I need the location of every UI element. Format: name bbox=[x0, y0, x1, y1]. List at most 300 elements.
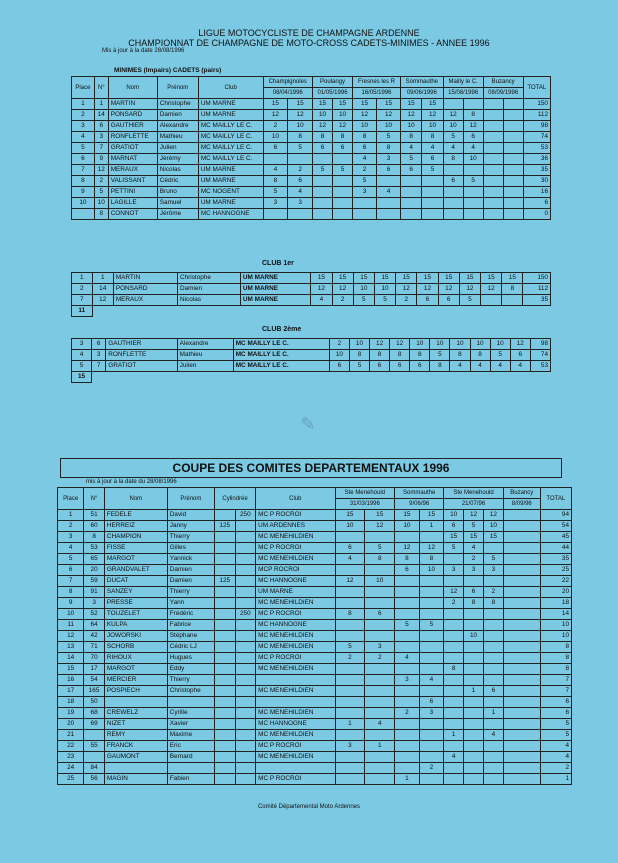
club1-title: CLUB 1er bbox=[262, 260, 294, 267]
table-cell: Alexandre bbox=[157, 121, 198, 132]
table-row bbox=[58, 620, 572, 631]
score-cell bbox=[463, 209, 483, 220]
score-cell: 4 bbox=[353, 154, 377, 165]
total-cell: 30 bbox=[523, 176, 550, 187]
score-cell bbox=[463, 99, 483, 110]
table-cell: 6 bbox=[72, 154, 95, 165]
score-cell: 4 bbox=[483, 730, 503, 741]
table-cell: 18 bbox=[58, 697, 84, 708]
score-cell: 5 bbox=[313, 165, 333, 176]
score-cell bbox=[365, 763, 395, 774]
table-cell: 2 bbox=[94, 176, 108, 187]
total-cell: 22 bbox=[540, 576, 571, 587]
coupe-title: COUPE DES COMITES DEPARTEMENTAUX 1996 bbox=[60, 458, 562, 478]
table-cell bbox=[214, 587, 235, 598]
table-cell: 60 bbox=[84, 521, 105, 532]
score-cell bbox=[503, 132, 523, 143]
table-cell: 8 bbox=[470, 350, 490, 361]
table-cell: 15 bbox=[58, 664, 84, 675]
table-cell: 15 bbox=[311, 273, 332, 284]
table-cell: 2 bbox=[58, 521, 84, 532]
score-cell bbox=[444, 642, 464, 653]
club-cell: UM MARNE bbox=[256, 587, 335, 598]
table-cell: 5 bbox=[72, 143, 95, 154]
table-cell bbox=[235, 521, 256, 532]
table-cell: 52 bbox=[84, 609, 105, 620]
club-cell: MC P ROCROI bbox=[256, 543, 335, 554]
table-cell: Alexandre bbox=[177, 339, 233, 350]
score-cell bbox=[444, 719, 464, 730]
rider-name: MERAUX bbox=[113, 295, 177, 306]
rider-name: SCHORB bbox=[104, 642, 167, 653]
score-cell bbox=[313, 154, 333, 165]
table-cell: 3 bbox=[72, 121, 95, 132]
score-cell bbox=[365, 708, 395, 719]
table-cell: 24 bbox=[58, 763, 84, 774]
score-cell bbox=[464, 576, 484, 587]
score-cell: 15 bbox=[365, 510, 395, 521]
score-cell bbox=[483, 675, 503, 686]
table-row bbox=[58, 642, 572, 653]
score-cell bbox=[444, 576, 464, 587]
table-cell: 8 bbox=[84, 532, 105, 543]
table-row bbox=[58, 532, 572, 543]
score-cell: 12 bbox=[313, 121, 333, 132]
score-cell: 6 bbox=[419, 697, 444, 708]
coupe-update-date: mis à jour à la date du 28/08/1996 bbox=[86, 479, 177, 485]
score-cell: 15 bbox=[483, 532, 503, 543]
table-cell: 165 bbox=[84, 686, 105, 697]
score-cell bbox=[419, 741, 444, 752]
table-cell: 6 bbox=[92, 339, 106, 350]
score-cell bbox=[464, 774, 484, 785]
score-cell bbox=[419, 642, 444, 653]
score-cell bbox=[313, 187, 333, 198]
total-cell: 54 bbox=[540, 521, 571, 532]
score-cell: 5 bbox=[365, 543, 395, 554]
score-cell: 10 bbox=[463, 154, 483, 165]
score-cell bbox=[422, 176, 443, 187]
score-cell bbox=[365, 532, 395, 543]
venue-date: 8/09/96 bbox=[503, 499, 540, 510]
table-cell: Christophe bbox=[157, 99, 198, 110]
rider-name: JOWORSKI bbox=[104, 631, 167, 642]
score-cell bbox=[395, 752, 420, 763]
table-cell: Jérôme bbox=[157, 209, 198, 220]
table-row bbox=[72, 284, 551, 295]
score-cell: 15 bbox=[333, 99, 353, 110]
table-cell: 6 bbox=[438, 295, 459, 306]
table-cell: 2 bbox=[329, 339, 349, 350]
score-cell: 15 bbox=[401, 99, 422, 110]
table-cell: Fabrice bbox=[167, 620, 214, 631]
table-cell bbox=[214, 697, 235, 708]
score-cell: 8 bbox=[365, 554, 395, 565]
club-cell: MC P ROCROI bbox=[256, 510, 335, 521]
table-cell: 6 bbox=[510, 350, 530, 361]
score-cell: 12 bbox=[377, 110, 401, 121]
table-cell: Maxime bbox=[167, 730, 214, 741]
table-cell: 3 bbox=[84, 598, 105, 609]
score-cell: 4 bbox=[335, 554, 365, 565]
table-row bbox=[58, 543, 572, 554]
score-cell bbox=[365, 675, 395, 686]
table-cell: Samuel bbox=[157, 198, 198, 209]
table-cell: 6 bbox=[58, 565, 84, 576]
score-cell: 1 bbox=[464, 686, 484, 697]
table-cell: 65 bbox=[84, 554, 105, 565]
score-cell: 10 bbox=[333, 110, 353, 121]
update-date: Mis à jour à la date 28/08/1996 bbox=[102, 48, 185, 54]
table-cell bbox=[214, 686, 235, 697]
table-cell: 4 bbox=[311, 295, 332, 306]
table-cell: 7 bbox=[94, 143, 108, 154]
score-cell: 4 bbox=[288, 187, 313, 198]
rider-name: PONSARD bbox=[113, 284, 177, 295]
club-cell: MC P ROCROI bbox=[256, 609, 335, 620]
rider-name: FRANCK bbox=[104, 741, 167, 752]
table-cell: 70 bbox=[84, 653, 105, 664]
total-cell: 45 bbox=[540, 532, 571, 543]
league-title: LIGUE MOTOCYCLISTE DE CHAMPAGNE ARDENNE bbox=[198, 28, 420, 38]
rider-name: CREWELZ bbox=[104, 708, 167, 719]
score-cell bbox=[419, 631, 444, 642]
score-cell: 10 bbox=[443, 121, 463, 132]
rider-name bbox=[104, 763, 167, 774]
table-row bbox=[58, 686, 572, 697]
table-cell: 5 bbox=[490, 350, 510, 361]
score-cell: 2 bbox=[263, 121, 288, 132]
score-cell bbox=[464, 763, 484, 774]
table-cell: 2 bbox=[396, 295, 417, 306]
table-row bbox=[58, 664, 572, 675]
score-cell bbox=[333, 187, 353, 198]
table-cell: 98 bbox=[530, 339, 550, 350]
score-cell: 8 bbox=[335, 609, 365, 620]
table-cell bbox=[235, 587, 256, 598]
club-cell: MC HANNOGNE bbox=[256, 719, 335, 730]
table-cell: 5 bbox=[58, 554, 84, 565]
score-cell: 8 bbox=[288, 132, 313, 143]
score-cell bbox=[313, 198, 333, 209]
score-cell bbox=[483, 642, 503, 653]
score-cell bbox=[503, 741, 540, 752]
score-cell: 2 bbox=[419, 763, 444, 774]
table-cell: Thierry bbox=[167, 587, 214, 598]
table-cell: MC NOGENT bbox=[198, 187, 263, 198]
table-row bbox=[72, 132, 551, 143]
table-cell: 9 bbox=[58, 598, 84, 609]
table-cell: Cyrille bbox=[167, 708, 214, 719]
table-cell: 42 bbox=[84, 631, 105, 642]
score-cell bbox=[395, 631, 420, 642]
score-cell bbox=[444, 675, 464, 686]
venue-header: Champignoles bbox=[263, 77, 313, 88]
total-cell: 2 bbox=[540, 763, 571, 774]
score-cell: 10 bbox=[395, 521, 420, 532]
score-cell bbox=[444, 620, 464, 631]
table-cell: 15 bbox=[417, 273, 438, 284]
score-cell: 2 bbox=[288, 165, 313, 176]
score-cell bbox=[335, 686, 365, 697]
table-cell: 6 bbox=[370, 361, 390, 372]
score-cell bbox=[483, 620, 503, 631]
score-cell bbox=[419, 598, 444, 609]
score-cell bbox=[444, 653, 464, 664]
table-cell: 91 bbox=[84, 587, 105, 598]
total-cell: 16 bbox=[523, 187, 550, 198]
score-cell: 6 bbox=[263, 143, 288, 154]
score-cell bbox=[395, 642, 420, 653]
table-cell: 19 bbox=[58, 708, 84, 719]
table-cell: Damien bbox=[157, 110, 198, 121]
venue-date: 15/08/1996 bbox=[443, 88, 483, 99]
score-cell: 4 bbox=[377, 187, 401, 198]
table-cell: 15 bbox=[481, 273, 502, 284]
score-cell bbox=[464, 752, 484, 763]
score-cell: 12 bbox=[353, 110, 377, 121]
score-cell: 3 bbox=[353, 187, 377, 198]
table-cell bbox=[214, 631, 235, 642]
table-cell bbox=[214, 642, 235, 653]
score-cell: 8 bbox=[353, 132, 377, 143]
table-row bbox=[72, 143, 551, 154]
score-cell bbox=[483, 198, 503, 209]
table-cell: 5 bbox=[72, 361, 92, 372]
table-cell bbox=[214, 730, 235, 741]
table-cell bbox=[214, 741, 235, 752]
score-cell: 4 bbox=[444, 752, 464, 763]
score-cell bbox=[483, 543, 503, 554]
table-cell: 69 bbox=[84, 719, 105, 730]
rider-name: MERCIER bbox=[104, 675, 167, 686]
table-cell: 14 bbox=[94, 110, 108, 121]
table-cell: 4 bbox=[450, 361, 470, 372]
venue-header: Sommauthe bbox=[395, 488, 444, 499]
table-cell: Cédric bbox=[157, 176, 198, 187]
table-cell: 16 bbox=[58, 675, 84, 686]
score-cell: 8 bbox=[463, 110, 483, 121]
score-cell: 5 bbox=[288, 143, 313, 154]
score-cell bbox=[419, 719, 444, 730]
table-cell: 17 bbox=[58, 686, 84, 697]
score-cell: 3 bbox=[335, 741, 365, 752]
table-cell: 6 bbox=[329, 361, 349, 372]
table-cell: 71 bbox=[84, 642, 105, 653]
score-cell: 8 bbox=[313, 132, 333, 143]
score-cell: 2 bbox=[365, 653, 395, 664]
score-cell bbox=[335, 708, 365, 719]
table-row bbox=[72, 154, 551, 165]
score-cell bbox=[483, 697, 503, 708]
table-cell bbox=[235, 708, 256, 719]
table-cell: 10 bbox=[430, 339, 450, 350]
score-cell: 10 bbox=[335, 521, 365, 532]
score-cell: 5 bbox=[422, 165, 443, 176]
score-cell: 3 bbox=[419, 708, 444, 719]
score-cell: 8 bbox=[401, 132, 422, 143]
score-cell bbox=[503, 587, 540, 598]
table-row bbox=[58, 521, 572, 532]
score-cell bbox=[365, 565, 395, 576]
table-cell: 59 bbox=[84, 576, 105, 587]
table-cell: 250 bbox=[235, 609, 256, 620]
table-cell: 4 bbox=[72, 350, 92, 361]
score-cell: 8 bbox=[464, 598, 484, 609]
score-cell bbox=[335, 565, 365, 576]
score-cell bbox=[395, 532, 420, 543]
table-cell: 1 bbox=[58, 510, 84, 521]
table-cell: 6 bbox=[417, 295, 438, 306]
table-row bbox=[58, 598, 572, 609]
score-cell: 3 bbox=[288, 198, 313, 209]
table-cell: 17 bbox=[84, 664, 105, 675]
rider-name: HERREIZ bbox=[104, 521, 167, 532]
score-cell: 3 bbox=[483, 565, 503, 576]
table-cell: MC MAILLY LE C. bbox=[233, 339, 329, 350]
score-cell bbox=[443, 198, 463, 209]
score-cell bbox=[483, 110, 503, 121]
table-cell: 3 bbox=[92, 350, 106, 361]
table-cell: Yann bbox=[167, 598, 214, 609]
score-cell: 3 bbox=[395, 675, 420, 686]
score-cell: 3 bbox=[365, 642, 395, 653]
table-row bbox=[58, 653, 572, 664]
table-cell: 9 bbox=[94, 154, 108, 165]
table-row bbox=[72, 121, 551, 132]
table-cell: Julien bbox=[177, 361, 233, 372]
score-cell: 15 bbox=[353, 99, 377, 110]
rider-name: KULPA bbox=[104, 620, 167, 631]
table-row bbox=[72, 165, 551, 176]
score-cell: 1 bbox=[483, 708, 503, 719]
table-cell: Cédric LJ bbox=[167, 642, 214, 653]
table-cell: 9 bbox=[72, 187, 95, 198]
score-cell bbox=[503, 543, 540, 554]
score-cell: 10 bbox=[377, 121, 401, 132]
table-cell bbox=[84, 730, 105, 741]
col-header: Prénom bbox=[157, 77, 198, 99]
score-cell bbox=[503, 576, 540, 587]
score-cell bbox=[503, 99, 523, 110]
table-cell: 25 bbox=[58, 774, 84, 785]
table-cell: UM MARNE bbox=[198, 198, 263, 209]
score-cell: 12 bbox=[263, 110, 288, 121]
total-cell: 6 bbox=[540, 708, 571, 719]
score-cell: 12 bbox=[444, 587, 464, 598]
score-cell bbox=[365, 752, 395, 763]
score-cell bbox=[313, 176, 333, 187]
rider-name: FISSE bbox=[104, 543, 167, 554]
table-row bbox=[72, 295, 551, 306]
score-cell: 8 bbox=[443, 154, 463, 165]
score-cell bbox=[335, 598, 365, 609]
table-cell bbox=[214, 598, 235, 609]
table-cell: 64 bbox=[84, 620, 105, 631]
table-cell: 15 bbox=[459, 273, 480, 284]
score-cell bbox=[503, 110, 523, 121]
rider-name: PETTINI bbox=[108, 187, 157, 198]
score-cell: 12 bbox=[483, 510, 503, 521]
total-cell: 94 bbox=[540, 510, 571, 521]
col-header: Cylindrée bbox=[214, 488, 255, 510]
score-cell: 10 bbox=[419, 565, 444, 576]
score-cell: 8 bbox=[444, 664, 464, 675]
score-cell bbox=[335, 532, 365, 543]
table-cell bbox=[235, 576, 256, 587]
score-cell bbox=[419, 609, 444, 620]
score-cell: 4 bbox=[443, 143, 463, 154]
score-cell bbox=[503, 686, 540, 697]
table-cell: MC MAILLY LE C. bbox=[198, 154, 263, 165]
rider-name: GRATIOT bbox=[108, 143, 157, 154]
score-cell bbox=[503, 532, 540, 543]
rider-name: PONSARD bbox=[108, 110, 157, 121]
table-cell: MC MAILLY LE C. bbox=[233, 361, 329, 372]
rider-name: MARTIN bbox=[113, 273, 177, 284]
score-cell bbox=[463, 187, 483, 198]
table-cell bbox=[214, 554, 235, 565]
score-cell bbox=[365, 587, 395, 598]
score-cell bbox=[419, 774, 444, 785]
table-cell bbox=[235, 631, 256, 642]
col-header: Place bbox=[58, 488, 84, 510]
table-cell: 56 bbox=[84, 774, 105, 785]
score-cell bbox=[419, 730, 444, 741]
table-cell: MC MAILLY LE C. bbox=[198, 121, 263, 132]
table-cell bbox=[235, 719, 256, 730]
club-cell: MC P ROCROI bbox=[256, 741, 335, 752]
score-cell: 12 bbox=[365, 521, 395, 532]
table-cell: 10 bbox=[374, 284, 395, 295]
col-header: Club bbox=[256, 488, 335, 510]
table-cell: 8 bbox=[349, 350, 369, 361]
score-cell: 15 bbox=[422, 99, 443, 110]
total-cell: 25 bbox=[540, 565, 571, 576]
table-cell: Jérémy bbox=[157, 154, 198, 165]
score-cell: 5 bbox=[335, 642, 365, 653]
score-cell: 3 bbox=[377, 154, 401, 165]
club-cell: MC HANNOGNE bbox=[256, 620, 335, 631]
score-cell: 10 bbox=[422, 121, 443, 132]
table-cell: 54 bbox=[84, 675, 105, 686]
score-cell: 6 bbox=[463, 132, 483, 143]
table-cell: 22 bbox=[58, 741, 84, 752]
total-cell: 112 bbox=[523, 110, 550, 121]
venue-date: 31/03/1996 bbox=[335, 499, 395, 510]
club-cell: MC MENEHILDIEN bbox=[256, 554, 335, 565]
table-cell bbox=[235, 697, 256, 708]
rider-name: LAGILLE bbox=[108, 198, 157, 209]
score-cell: 4 bbox=[463, 143, 483, 154]
score-cell bbox=[335, 763, 365, 774]
col-header: Club bbox=[198, 77, 263, 99]
table-cell bbox=[214, 763, 235, 774]
table-row bbox=[58, 719, 572, 730]
score-cell bbox=[395, 576, 420, 587]
score-cell bbox=[463, 165, 483, 176]
score-cell bbox=[365, 664, 395, 675]
score-cell: 6 bbox=[395, 565, 420, 576]
score-cell bbox=[503, 598, 540, 609]
table-cell: David bbox=[167, 510, 214, 521]
rider-name: NIZET bbox=[104, 719, 167, 730]
rider-name: MERAUX bbox=[108, 165, 157, 176]
table-cell: 53 bbox=[530, 361, 550, 372]
score-cell: 12 bbox=[422, 110, 443, 121]
table-cell: 50 bbox=[84, 697, 105, 708]
rider-name: RIHOUX bbox=[104, 653, 167, 664]
